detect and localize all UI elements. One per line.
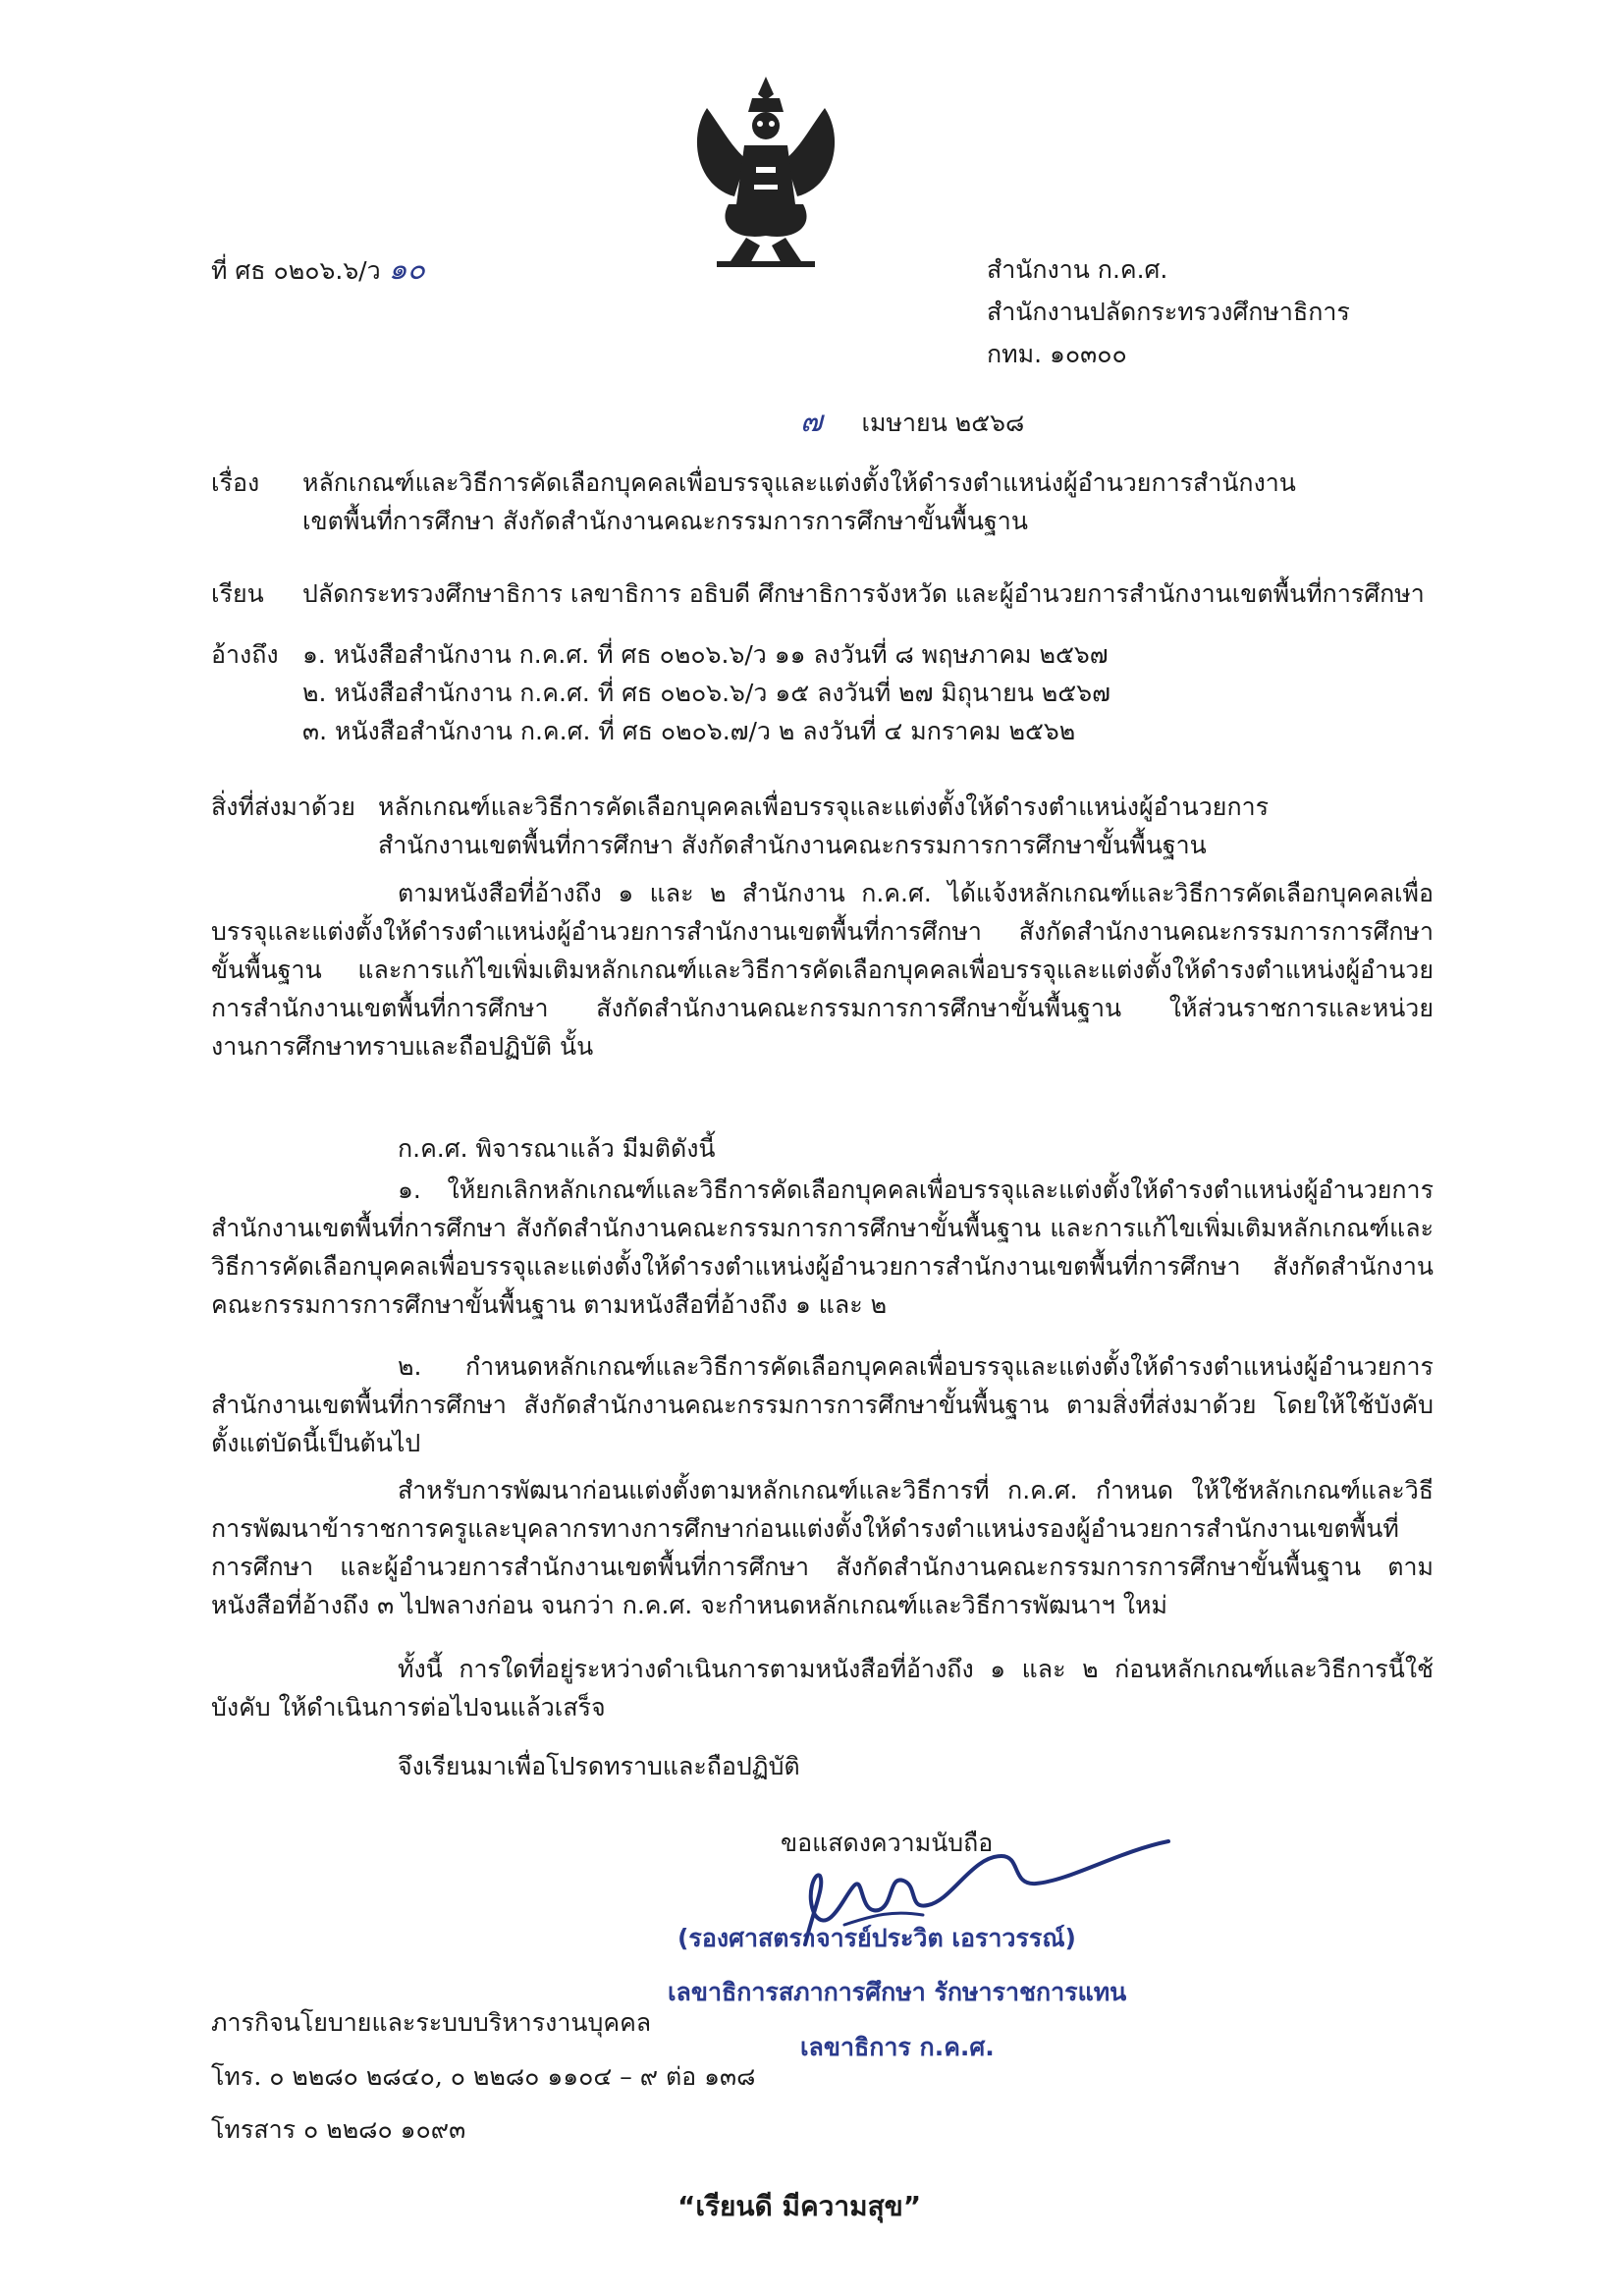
office-line: สำนักงาน ก.ค.ศ.: [987, 255, 1168, 284]
reference-item: ๒. หนังสือสำนักงาน ก.ค.ศ. ที่ ศธ ๐๒๐๖.๖/ว ๑๕ ลงวันที่ ๒๗ มิถุนายน ๒๕๖๗: [302, 679, 1110, 707]
body-paragraph-1: [211, 874, 1434, 1066]
document-number: [211, 253, 425, 287]
office-line: กทม. ๑๐๓๐๐: [987, 340, 1127, 368]
body-paragraph-3: [211, 1171, 1434, 1324]
office-line: สำนักงานปลัดกระทรวงศึกษาธิการ: [987, 298, 1350, 326]
paragraph-text: ก.ค.ศ. พิจารณาแล้ว มีมติดังนี้: [398, 1134, 716, 1163]
reference-item: ๓. หนังสือสำนักงาน ก.ค.ศ. ที่ ศธ ๐๒๐๖.๗/ว ๒ ลงวันที่ ๔ มกราคม ๒๕๖๒: [302, 717, 1076, 745]
paragraph-text: ๒. กำหนดหลักเกณฑ์และวิธีการคัดเลือกบุคคลเพื่อบรรจุและแต่งตั้งให้ดำรงตำแหน่งผู้อำนวยการสำนักงานเขตพื้นที่การศึกษา สังกัดสำนักงานคณะกรรมการการศึกษาขั้นพื้นฐาน ตามสิ่งที่ส่งมาด้วย โดยให้ใช้บังคับตั้งแต่บัดนี้เป็นต้นไป: [211, 1352, 1434, 1457]
reference-label: อ้างถึง: [211, 640, 279, 669]
signatory-title: เลขาธิการสภาการศึกษา รักษาราชการแทน: [668, 1978, 1127, 2006]
enclosure-text: [378, 791, 1269, 861]
office-address: [987, 253, 1350, 370]
recipient-label: เรียน: [211, 579, 264, 608]
body-paragraph-5: [211, 1471, 1434, 1624]
subject-label: เรื่อง: [211, 468, 260, 497]
document-number-printed: ที่ ศธ ๐๒๐๖.๖/ว: [211, 256, 381, 285]
date-day-handwritten: ๗: [800, 405, 823, 439]
document-number-handwritten: ๑๐: [388, 252, 425, 287]
reference-item: ๑. หนังสือสำนักงาน ก.ค.ศ. ที่ ศธ ๐๒๐๖.๖/ว ๑๑ ลงวันที่ ๘ พฤษภาคม ๒๕๖๗: [302, 640, 1109, 669]
recipient-text: ปลัดกระทรวงศึกษาธิการ เลขาธิการ อธิบดี ศึกษาธิการจังหวัด และผู้อำนวยการสำนักงานเขตพื้นที่การศึกษา: [302, 579, 1425, 608]
signatory-title-2: เลขาธิการ ก.ค.ศ.: [800, 2033, 995, 2061]
paragraph-text: ๑. ให้ยกเลิกหลักเกณฑ์และวิธีการคัดเลือกบุคคลเพื่อบรรจุและแต่งตั้งให้ดำรงตำแหน่งผู้อำนวยการสำนักงานเขตพื้นที่การศึกษา สังกัดสำนักงานคณะกรรมการการศึกษาขั้นพื้นฐาน และการแก้ไขเพิ่มเติมหลักเกณฑ์และวิธีการคัดเลือกบุคคลเพื่อบรรจุและแต่งตั้งให้ดำรงตำแหน่งผู้อำนวยการสำนักงานเขตพื้นที่การศึกษา สังกัดสำนักงานคณะกรรมการการศึกษาขั้นพื้นฐาน ตามหนังสือที่อ้างถึง ๑ และ ๒: [211, 1175, 1434, 1319]
enclosure-line: สำนักงานเขตพื้นที่การศึกษา สังกัดสำนักงานคณะกรรมการการศึกษาขั้นพื้นฐาน: [378, 831, 1207, 859]
body-paragraph-6: [211, 1650, 1434, 1726]
garuda-emblem-icon: [677, 69, 854, 280]
paragraph-text: สำหรับการพัฒนาก่อนแต่งตั้งตามหลักเกณฑ์และวิธีการที่ ก.ค.ศ. กำหนด ให้ใช้หลักเกณฑ์และวิธีการพัฒนาข้าราชการครูและบุคลากรทางการศึกษาก่อนแต่งตั้งให้ดำรงตำแหน่งรองผู้อำนวยการสำนักงานเขตพื้นที่การศึกษา และผู้อำนวยการสำนักงานเขตพื้นที่การศึกษา สังกัดสำนักงานคณะกรรมการการศึกษาขั้นพื้นฐาน ตามหนังสือที่อ้างถึง ๓ ไปพลางก่อน จนกว่า ก.ค.ศ. จะกำหนดหลักเกณฑ์และวิธีการพัฒนาฯ ใหม่: [211, 1476, 1434, 1619]
subject-line: เขตพื้นที่การศึกษา สังกัดสำนักงานคณะกรรมการการศึกษาขั้นพื้นฐาน: [302, 507, 1028, 535]
closing-request: จึงเรียนมาเพื่อโปรดทราบและถือปฏิบัติ: [398, 1752, 800, 1780]
document-date: [800, 406, 1024, 439]
enclosure-line: หลักเกณฑ์และวิธีการคัดเลือกบุคคลเพื่อบรรจุและแต่งตั้งให้ดำรงตำแหน่งผู้อำนวยการ: [378, 793, 1270, 821]
reference-list: [302, 638, 1110, 747]
subject-line: หลักเกณฑ์และวิธีการคัดเลือกบุคคลเพื่อบรรจุและแต่งตั้งให้ดำรงตำแหน่งผู้อำนวยการสำนักงาน: [302, 468, 1296, 497]
paragraph-text: ทั้งนี้ การใดที่อยู่ระหว่างดำเนินการตามหนังสือที่อ้างถึง ๑ และ ๒ ก่อนหลักเกณฑ์และวิธีการนี้ใช้บังคับ ให้ดำเนินการต่อไปจนแล้วเสร็จ: [211, 1655, 1434, 1722]
body-paragraph-2: [211, 1129, 1434, 1168]
footer-fax: โทรสาร ๐ ๒๒๘๐ ๑๐๙๓: [211, 2115, 466, 2144]
footer-slogan: “เรียนดี มีความสุข”: [677, 2190, 922, 2222]
body-paragraph-4: [211, 1347, 1434, 1462]
closing-salutation: ขอแสดงความนับถือ: [781, 1829, 994, 1857]
footer-department: ภารกิจนโยบายและระบบบริหารงานบุคคล: [211, 2008, 652, 2037]
signatory-name: (รองศาสตราจารย์ประวิต เอราวรรณ์): [677, 1924, 1076, 1952]
enclosure-label: สิ่งที่ส่งมาด้วย: [211, 793, 355, 821]
footer-phone: โทร. ๐ ๒๒๘๐ ๒๘๔๐, ๐ ๒๒๘๐ ๑๑๐๔ – ๙ ต่อ ๑๓๘: [211, 2062, 756, 2091]
paragraph-text: ตามหนังสือที่อ้างถึง ๑ และ ๒ สำนักงาน ก.ค.ศ. ได้แจ้งหลักเกณฑ์และวิธีการคัดเลือกบุคคลเพื่อบรรจุและแต่งตั้งให้ดำรงตำแหน่งผู้อำนวยการสำนักงานเขตพื้นที่การศึกษา สังกัดสำนักงานคณะกรรมการการศึกษาขั้นพื้นฐาน และการแก้ไขเพิ่มเติมหลักเกณฑ์และวิธีการคัดเลือกบุคคลเพื่อบรรจุและแต่งตั้งให้ดำรงตำแหน่งผู้อำนวยการสำนักงานเขตพื้นที่การศึกษา สังกัดสำนักงานคณะกรรมการการศึกษาขั้นพื้นฐาน ให้ส่วนราชการและหน่วยงานการศึกษาทราบและถือปฏิบัติ นั้น: [211, 879, 1434, 1061]
subject-text: [302, 466, 1296, 537]
date-month-year: เมษายน ๒๕๖๘: [861, 409, 1025, 437]
